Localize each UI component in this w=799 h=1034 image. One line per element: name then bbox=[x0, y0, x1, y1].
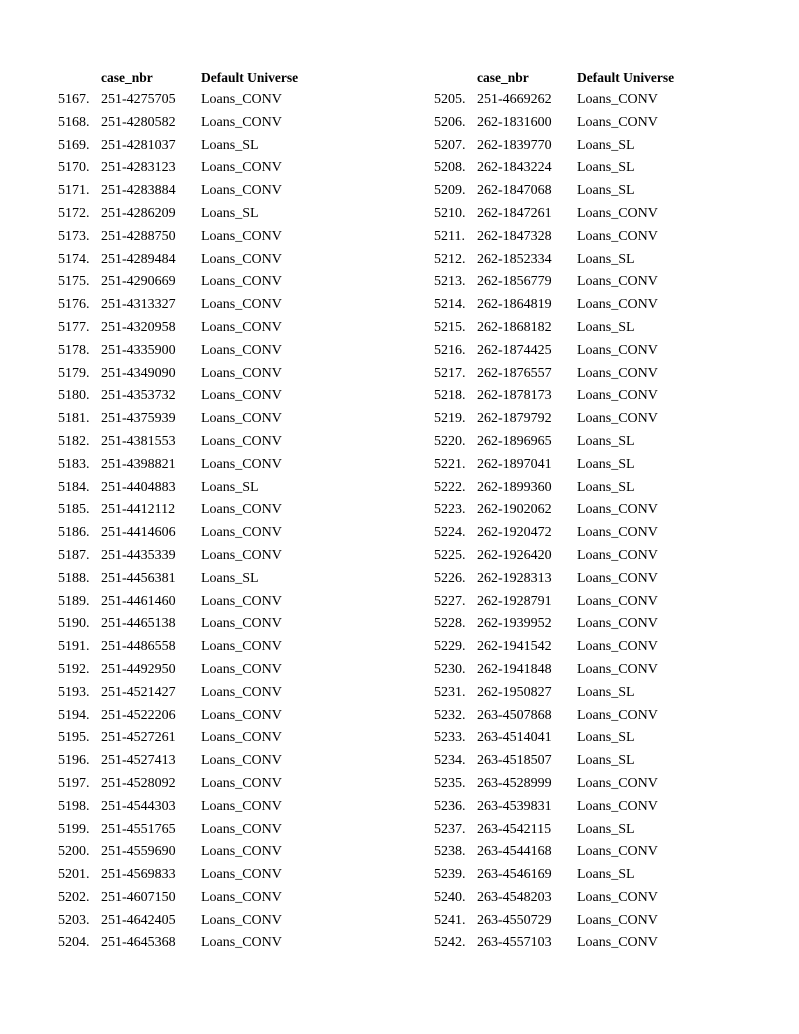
case-number: 251-4281037 bbox=[101, 137, 176, 153]
case-number: 263-4548203 bbox=[477, 889, 552, 905]
case-number: 263-4542115 bbox=[477, 821, 552, 837]
row-number: 5221. bbox=[434, 456, 466, 472]
row-number: 5215. bbox=[434, 319, 466, 335]
default-universe-value: Loans_CONV bbox=[577, 388, 658, 404]
default-universe-value: Loans_CONV bbox=[201, 889, 282, 905]
default-universe-value: Loans_CONV bbox=[577, 205, 658, 221]
row-number: 5183. bbox=[58, 456, 90, 472]
default-universe-value: Loans_CONV bbox=[201, 661, 282, 677]
case-number: 251-4645368 bbox=[101, 935, 176, 951]
row-number: 5223. bbox=[434, 502, 466, 518]
row-number: 5206. bbox=[434, 114, 466, 130]
row-number: 5178. bbox=[58, 342, 90, 358]
default-universe-header: Default Universe bbox=[577, 70, 675, 85]
default-universe-value: Loans_CONV bbox=[201, 935, 282, 951]
case-number: 262-1847328 bbox=[477, 228, 552, 244]
row-number: 5242. bbox=[434, 935, 466, 951]
default-universe-value: Loans_CONV bbox=[201, 525, 282, 541]
default-universe-value: Loans_CONV bbox=[201, 92, 282, 107]
row-number: 5201. bbox=[58, 867, 90, 883]
case-number: 262-1878173 bbox=[477, 388, 552, 404]
default-universe-value: Loans_CONV bbox=[201, 547, 282, 563]
default-universe-value: Loans_CONV bbox=[577, 798, 658, 814]
default-universe-value: Loans_CONV bbox=[201, 867, 282, 883]
default-universe-value: Loans_CONV bbox=[201, 274, 282, 290]
default-universe-value: Loans_CONV bbox=[577, 775, 658, 791]
row-number: 5167. bbox=[58, 92, 90, 107]
default-universe-value: Loans_CONV bbox=[201, 912, 282, 928]
default-universe-value: Loans_CONV bbox=[201, 411, 282, 427]
case-number: 262-1920472 bbox=[477, 525, 552, 541]
row-number: 5214. bbox=[434, 297, 466, 313]
case-number: 251-4290669 bbox=[101, 274, 176, 290]
row-number: 5213. bbox=[434, 274, 466, 290]
default-universe-value: Loans_SL bbox=[577, 684, 635, 700]
default-universe-value: Loans_SL bbox=[577, 183, 635, 199]
row-number: 5237. bbox=[434, 821, 466, 837]
row-number: 5173. bbox=[58, 228, 90, 244]
case-number: 262-1941848 bbox=[477, 661, 552, 677]
default-universe-value: Loans_SL bbox=[577, 730, 635, 746]
row-number: 5235. bbox=[434, 775, 466, 791]
row-number: 5204. bbox=[58, 935, 90, 951]
default-universe-value: Loans_CONV bbox=[577, 661, 658, 677]
case-number: 262-1874425 bbox=[477, 342, 552, 358]
default-universe-value: Loans_SL bbox=[577, 456, 635, 472]
case-number: 263-4550729 bbox=[477, 912, 552, 928]
row-number: 5185. bbox=[58, 502, 90, 518]
default-universe-value: Loans_CONV bbox=[577, 228, 658, 244]
default-universe-value: Loans_CONV bbox=[577, 365, 658, 381]
default-universe-value: Loans_CONV bbox=[201, 616, 282, 632]
default-universe-value: Loans_CONV bbox=[201, 639, 282, 655]
row-number: 5171. bbox=[58, 183, 90, 199]
default-universe-value: Loans_SL bbox=[577, 319, 635, 335]
case-number: 251-4544303 bbox=[101, 798, 176, 814]
row-number: 5186. bbox=[58, 525, 90, 541]
case-number: 251-4551765 bbox=[101, 821, 176, 837]
case-number: 262-1928313 bbox=[477, 570, 552, 586]
default-universe-value: Loans_CONV bbox=[577, 297, 658, 313]
case-number: 262-1926420 bbox=[477, 547, 552, 563]
row-number: 5169. bbox=[58, 137, 90, 153]
row-number: 5189. bbox=[58, 593, 90, 609]
case-number: 263-4514041 bbox=[477, 730, 552, 746]
case-number: 263-4518507 bbox=[477, 753, 552, 769]
default-universe-value: Loans_CONV bbox=[577, 114, 658, 130]
case-number: 251-4642405 bbox=[101, 912, 176, 928]
default-universe-value: Loans_CONV bbox=[201, 456, 282, 472]
row-number: 5194. bbox=[58, 707, 90, 723]
row-number: 5199. bbox=[58, 821, 90, 837]
default-universe-value: Loans_CONV bbox=[577, 935, 658, 951]
row-number: 5222. bbox=[434, 479, 466, 495]
default-universe-value: Loans_CONV bbox=[577, 616, 658, 632]
row-number: 5238. bbox=[434, 844, 466, 860]
default-universe-value: Loans_CONV bbox=[201, 319, 282, 335]
row-number: 5239. bbox=[434, 867, 466, 883]
case-nbr-header: case_nbr bbox=[477, 70, 529, 85]
default-universe-value: Loans_CONV bbox=[577, 570, 658, 586]
case-number: 262-1831600 bbox=[477, 114, 552, 130]
case-number: 262-1899360 bbox=[477, 479, 552, 495]
default-universe-value: Loans_CONV bbox=[201, 297, 282, 313]
default-universe-value: Loans_SL bbox=[577, 160, 635, 176]
default-universe-value: Loans_SL bbox=[577, 867, 635, 883]
case-number: 263-4544168 bbox=[477, 844, 552, 860]
case-number: 263-4557103 bbox=[477, 935, 552, 951]
row-number: 5240. bbox=[434, 889, 466, 905]
row-number: 5207. bbox=[434, 137, 466, 153]
default-universe-value: Loans_CONV bbox=[577, 593, 658, 609]
row-number: 5227. bbox=[434, 593, 466, 609]
row-number: 5182. bbox=[58, 433, 90, 449]
default-universe-value: Loans_CONV bbox=[201, 775, 282, 791]
case-number: 251-4398821 bbox=[101, 456, 176, 472]
row-number: 5196. bbox=[58, 753, 90, 769]
row-number: 5218. bbox=[434, 388, 466, 404]
case-number: 251-4286209 bbox=[101, 205, 176, 221]
default-universe-value: Loans_SL bbox=[577, 251, 635, 267]
case-number: 251-4435339 bbox=[101, 547, 176, 563]
row-number: 5175. bbox=[58, 274, 90, 290]
case-number: 263-4539831 bbox=[477, 798, 552, 814]
case-number: 251-4275705 bbox=[101, 92, 176, 107]
case-number: 251-4414606 bbox=[101, 525, 176, 541]
case-number: 251-4465138 bbox=[101, 616, 176, 632]
default-universe-value: Loans_CONV bbox=[577, 844, 658, 860]
row-number: 5180. bbox=[58, 388, 90, 404]
case-number: 251-4313327 bbox=[101, 297, 176, 313]
row-number: 5225. bbox=[434, 547, 466, 563]
case-number: 251-4528092 bbox=[101, 775, 176, 791]
default-universe-value: Loans_CONV bbox=[201, 684, 282, 700]
default-universe-value: Loans_SL bbox=[201, 205, 259, 221]
default-universe-value: Loans_CONV bbox=[201, 388, 282, 404]
default-universe-value: Loans_CONV bbox=[577, 342, 658, 358]
default-universe-value: Loans_CONV bbox=[577, 525, 658, 541]
row-number: 5234. bbox=[434, 753, 466, 769]
row-number: 5232. bbox=[434, 707, 466, 723]
row-number: 5231. bbox=[434, 684, 466, 700]
case-number: 262-1941542 bbox=[477, 639, 552, 655]
case-number: 263-4507868 bbox=[477, 707, 552, 723]
case-number: 262-1896965 bbox=[477, 433, 552, 449]
case-number: 251-4461460 bbox=[101, 593, 176, 609]
default-universe-value: Loans_CONV bbox=[577, 411, 658, 427]
case-number: 263-4528999 bbox=[477, 775, 552, 791]
default-universe-value: Loans_CONV bbox=[201, 844, 282, 860]
default-universe-value: Loans_CONV bbox=[201, 160, 282, 176]
case-number: 262-1868182 bbox=[477, 319, 552, 335]
default-universe-value: Loans_SL bbox=[577, 753, 635, 769]
default-universe-value: Loans_CONV bbox=[577, 639, 658, 655]
row-number: 5168. bbox=[58, 114, 90, 130]
row-number: 5187. bbox=[58, 547, 90, 563]
case-number: 262-1864819 bbox=[477, 297, 552, 313]
case-nbr-header: case_nbr bbox=[101, 70, 153, 85]
case-number: 262-1852334 bbox=[477, 251, 552, 267]
case-number: 251-4283884 bbox=[101, 183, 176, 199]
case-number: 251-4527413 bbox=[101, 753, 176, 769]
row-number: 5233. bbox=[434, 730, 466, 746]
row-number: 5174. bbox=[58, 251, 90, 267]
case-number: 251-4280582 bbox=[101, 114, 176, 130]
row-number: 5229. bbox=[434, 639, 466, 655]
case-number: 262-1950827 bbox=[477, 684, 552, 700]
row-number: 5236. bbox=[434, 798, 466, 814]
case-number: 251-4335900 bbox=[101, 342, 176, 358]
default-universe-value: Loans_CONV bbox=[577, 92, 658, 107]
default-universe-value: Loans_SL bbox=[201, 479, 259, 495]
case-number: 251-4559690 bbox=[101, 844, 176, 860]
row-number: 5217. bbox=[434, 365, 466, 381]
row-number: 5210. bbox=[434, 205, 466, 221]
row-number: 5224. bbox=[434, 525, 466, 541]
default-universe-value: Loans_CONV bbox=[201, 593, 282, 609]
case-number: 251-4412112 bbox=[101, 502, 176, 518]
case-number: 262-1897041 bbox=[477, 456, 552, 472]
row-number: 5205. bbox=[434, 92, 466, 107]
row-number: 5179. bbox=[58, 365, 90, 381]
row-number: 5170. bbox=[58, 160, 90, 176]
case-number: 251-4522206 bbox=[101, 707, 176, 723]
row-number: 5209. bbox=[434, 183, 466, 199]
default-universe-value: Loans_CONV bbox=[577, 274, 658, 290]
default-universe-value: Loans_CONV bbox=[201, 251, 282, 267]
row-number: 5192. bbox=[58, 661, 90, 677]
default-universe-value: Loans_SL bbox=[201, 137, 259, 153]
case-number: 262-1879792 bbox=[477, 411, 552, 427]
default-universe-value: Loans_CONV bbox=[201, 753, 282, 769]
default-universe-value: Loans_CONV bbox=[201, 183, 282, 199]
row-number: 5200. bbox=[58, 844, 90, 860]
default-universe-value: Loans_CONV bbox=[201, 342, 282, 358]
case-number: 251-4381553 bbox=[101, 433, 176, 449]
case-number: 251-4283123 bbox=[101, 160, 176, 176]
case-number: 251-4320958 bbox=[101, 319, 176, 335]
default-universe-header: Default Universe bbox=[201, 70, 299, 85]
row-number: 5198. bbox=[58, 798, 90, 814]
default-universe-value: Loans_CONV bbox=[201, 707, 282, 723]
default-universe-value: Loans_SL bbox=[577, 821, 635, 837]
case-number: 251-4353732 bbox=[101, 388, 176, 404]
default-universe-value: Loans_CONV bbox=[201, 798, 282, 814]
case-number: 251-4669262 bbox=[477, 92, 552, 107]
default-universe-value: Loans_CONV bbox=[201, 730, 282, 746]
case-number: 251-4492950 bbox=[101, 661, 176, 677]
case-number: 251-4349090 bbox=[101, 365, 176, 381]
case-number: 262-1847261 bbox=[477, 205, 552, 221]
case-number: 251-4521427 bbox=[101, 684, 176, 700]
default-universe-value: Loans_SL bbox=[201, 570, 259, 586]
default-universe-value: Loans_CONV bbox=[577, 547, 658, 563]
row-number: 5172. bbox=[58, 205, 90, 221]
row-number: 5184. bbox=[58, 479, 90, 495]
row-number: 5241. bbox=[434, 912, 466, 928]
row-number: 5228. bbox=[434, 616, 466, 632]
case-number: 251-4569833 bbox=[101, 867, 176, 883]
default-universe-value: Loans_CONV bbox=[201, 433, 282, 449]
case-number: 263-4546169 bbox=[477, 867, 552, 883]
row-number: 5193. bbox=[58, 684, 90, 700]
case-number: 262-1939952 bbox=[477, 616, 552, 632]
default-universe-value: Loans_CONV bbox=[577, 889, 658, 905]
case-number: 262-1843224 bbox=[477, 160, 552, 176]
row-number: 5226. bbox=[434, 570, 466, 586]
row-number: 5208. bbox=[434, 160, 466, 176]
row-number: 5177. bbox=[58, 319, 90, 335]
default-universe-value: Loans_CONV bbox=[577, 502, 658, 518]
row-number: 5181. bbox=[58, 411, 90, 427]
default-universe-value: Loans_SL bbox=[577, 433, 635, 449]
row-number: 5188. bbox=[58, 570, 90, 586]
row-number: 5195. bbox=[58, 730, 90, 746]
case-number: 251-4375939 bbox=[101, 411, 176, 427]
case-number: 251-4404883 bbox=[101, 479, 176, 495]
case-number: 262-1876557 bbox=[477, 365, 552, 381]
row-number: 5219. bbox=[434, 411, 466, 427]
default-universe-value: Loans_SL bbox=[577, 137, 635, 153]
default-universe-value: Loans_SL bbox=[577, 479, 635, 495]
case-number: 262-1902062 bbox=[477, 502, 552, 518]
row-number: 5220. bbox=[434, 433, 466, 449]
case-number: 262-1856779 bbox=[477, 274, 552, 290]
default-universe-value: Loans_CONV bbox=[201, 365, 282, 381]
row-number: 5190. bbox=[58, 616, 90, 632]
case-number: 251-4289484 bbox=[101, 251, 176, 267]
case-number: 262-1847068 bbox=[477, 183, 552, 199]
row-number: 5212. bbox=[434, 251, 466, 267]
row-number: 5197. bbox=[58, 775, 90, 791]
row-number: 5176. bbox=[58, 297, 90, 313]
default-universe-value: Loans_CONV bbox=[201, 821, 282, 837]
default-universe-value: Loans_CONV bbox=[201, 228, 282, 244]
case-number: 251-4456381 bbox=[101, 570, 176, 586]
row-number: 5230. bbox=[434, 661, 466, 677]
row-number: 5191. bbox=[58, 639, 90, 655]
row-number: 5202. bbox=[58, 889, 90, 905]
case-number: 251-4486558 bbox=[101, 639, 176, 655]
default-universe-value: Loans_CONV bbox=[577, 707, 658, 723]
row-number: 5211. bbox=[434, 228, 465, 244]
row-number: 5203. bbox=[58, 912, 90, 928]
case-number: 251-4607150 bbox=[101, 889, 176, 905]
row-number: 5216. bbox=[434, 342, 466, 358]
case-number: 262-1928791 bbox=[477, 593, 552, 609]
case-number: 251-4288750 bbox=[101, 228, 176, 244]
default-universe-value: Loans_CONV bbox=[201, 502, 282, 518]
case-number: 262-1839770 bbox=[477, 137, 552, 153]
default-universe-value: Loans_CONV bbox=[201, 114, 282, 130]
default-universe-value: Loans_CONV bbox=[577, 912, 658, 928]
case-number: 251-4527261 bbox=[101, 730, 176, 746]
